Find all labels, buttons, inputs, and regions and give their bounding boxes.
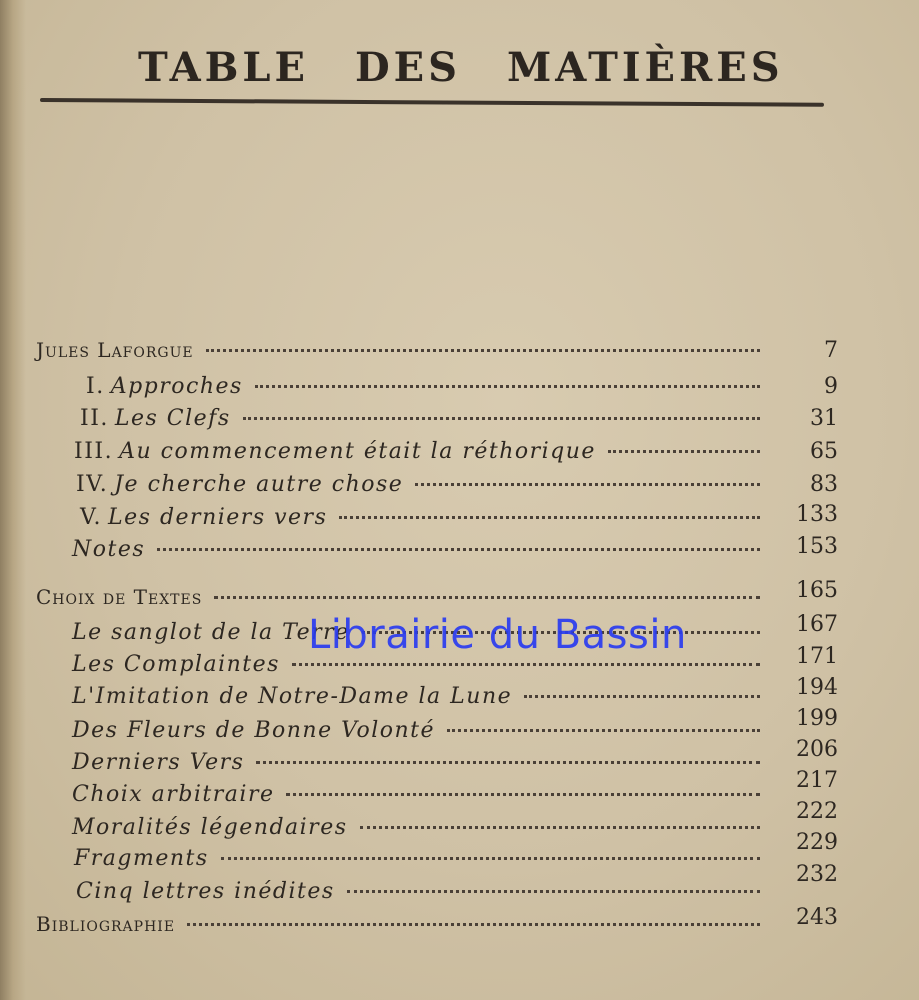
toc-entry-title: Notes <box>72 537 146 562</box>
toc-entry-title: Des Fleurs de Bonne Volonté <box>72 718 436 743</box>
toc-entry-title: Choix arbitraire <box>72 782 275 807</box>
toc-entry <box>74 439 770 464</box>
toc-entry-title: Jules Laforgue <box>36 338 194 362</box>
toc-entry-number: III. <box>74 439 114 464</box>
toc-entry-title: Je cherche autre chose <box>114 472 404 497</box>
toc-entry-label <box>76 472 403 497</box>
toc-entry-label <box>76 879 335 904</box>
toc-entry-label <box>74 439 596 464</box>
toc-leader-dots <box>157 548 760 551</box>
toc-entry-title: Les Complaintes <box>72 652 280 677</box>
toc-entry-title: Approches <box>110 374 243 399</box>
toc-page-number: 65 <box>810 439 838 464</box>
toc-page-number: 9 <box>824 374 838 399</box>
toc-leader-dots <box>447 729 760 732</box>
toc-leader-dots <box>255 385 760 388</box>
toc-entry-title: Fragments <box>74 846 209 871</box>
toc-page-number: 31 <box>810 406 838 431</box>
toc-entry <box>72 815 770 840</box>
toc-entry-title: Cinq lettres inédites <box>76 879 335 904</box>
toc-entry-label <box>72 537 145 562</box>
toc-page-number: 167 <box>796 612 838 637</box>
toc-entry-label <box>36 585 202 609</box>
toc-entry-label <box>72 718 435 743</box>
toc-entry <box>36 912 770 936</box>
toc-entry <box>72 537 770 562</box>
toc-leader-dots <box>256 761 760 764</box>
toc-entry <box>36 585 770 609</box>
watermark-text: Librairie du Bassin <box>308 612 687 658</box>
toc-leader-dots <box>206 349 760 352</box>
page-title: TABLE DES MATIÈRES <box>138 44 784 91</box>
toc-leader-dots <box>221 857 760 860</box>
toc-page-number: 7 <box>824 338 838 363</box>
toc-leader-dots <box>347 890 760 893</box>
toc-page-number: 232 <box>796 862 838 887</box>
toc-entry <box>80 406 770 431</box>
toc-entry-title: Le sanglot de la Terre <box>72 620 350 645</box>
toc-leader-dots <box>187 923 760 926</box>
toc-entry <box>72 718 770 743</box>
toc-leader-dots <box>360 826 760 829</box>
toc-entry-label <box>72 684 512 709</box>
toc-entry <box>72 782 770 807</box>
toc-page-number: 83 <box>810 472 838 497</box>
toc-leader-dots <box>415 483 760 486</box>
toc-entry-title: Les Clefs <box>114 406 231 431</box>
toc-entry-title: Choix de Textes <box>36 585 203 609</box>
toc-entry-label <box>80 406 231 431</box>
toc-entry-label <box>72 652 280 677</box>
toc-leader-dots <box>243 417 760 420</box>
toc-entry-label <box>86 374 243 399</box>
toc-leader-dots <box>214 596 760 599</box>
toc-entry-label <box>74 846 209 871</box>
toc-entry-title: L'Imitation de Notre-Dame la Lune <box>72 684 513 709</box>
toc-entry-label <box>80 505 327 530</box>
toc-page-number: 229 <box>796 830 838 855</box>
title-rule <box>40 98 824 107</box>
toc-entry-title: Moralités légendaires <box>72 815 348 840</box>
toc-entry-number: IV. <box>76 472 109 497</box>
toc-page-number: 243 <box>796 905 838 930</box>
toc-entry-title: Au commencement était la réthorique <box>119 439 596 464</box>
toc-page-number: 199 <box>796 706 838 731</box>
toc-entry <box>36 338 770 362</box>
page-gutter-shadow <box>0 0 26 1000</box>
toc-entry <box>72 684 770 709</box>
toc-entry-title: Derniers Vers <box>72 750 245 775</box>
toc-page-number: 153 <box>796 534 838 559</box>
toc-page-number: 171 <box>796 644 838 669</box>
toc-entry <box>76 472 770 497</box>
toc-page-number: 165 <box>796 578 838 603</box>
toc-entry <box>80 505 770 530</box>
toc-entry-label <box>36 912 175 936</box>
toc-entry-number: V. <box>80 505 103 530</box>
toc-page-number: 194 <box>796 675 838 700</box>
toc-entry-label <box>72 815 348 840</box>
toc-page-number: 222 <box>796 799 838 824</box>
toc-entry-label <box>72 782 274 807</box>
toc-entry-number: II. <box>80 406 109 431</box>
toc-leader-dots <box>608 450 760 453</box>
toc-entry <box>86 374 770 399</box>
toc-entry-label <box>72 750 244 775</box>
toc-leader-dots <box>524 695 760 698</box>
toc-leader-dots <box>292 663 760 666</box>
toc-entry-label <box>36 338 194 362</box>
toc-entry <box>72 750 770 775</box>
toc-page-number: 206 <box>796 737 838 762</box>
toc-entry-title: Les derniers vers <box>108 505 328 530</box>
toc-leader-dots <box>339 516 760 519</box>
toc-entry-number: I. <box>86 374 105 399</box>
toc-entry <box>74 846 770 871</box>
toc-page-number: 133 <box>796 502 838 527</box>
toc-page-number: 217 <box>796 768 838 793</box>
toc-entry <box>76 879 770 904</box>
toc-leader-dots <box>286 793 760 796</box>
toc-entry-title: Bibliographie <box>36 912 176 936</box>
